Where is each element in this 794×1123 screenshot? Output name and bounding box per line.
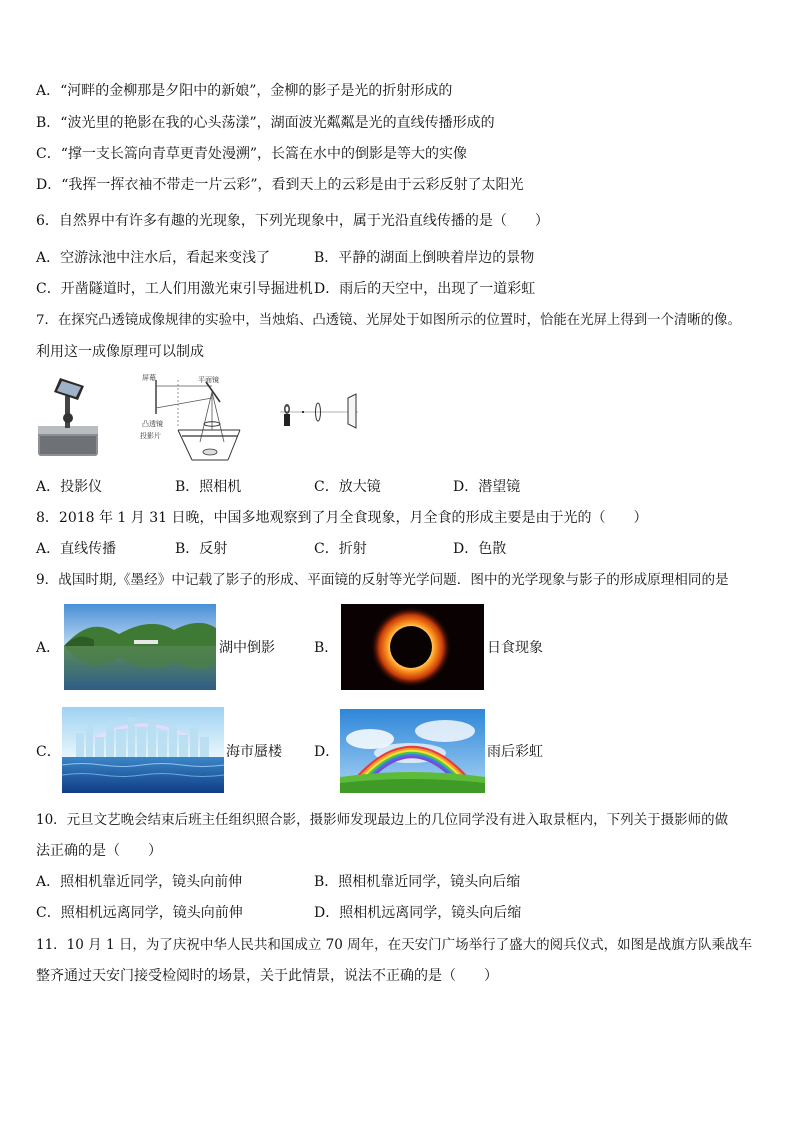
q5-option-a: A．“河畔的金柳那是夕阳中的新娘”，金柳的影子是光的折射形成的 bbox=[36, 83, 453, 99]
q10-option-c: C．照相机远离同学，镜头向前伸 bbox=[36, 905, 243, 921]
q8-option-c: C．折射 bbox=[314, 541, 367, 557]
q7-option-b: B．照相机 bbox=[175, 479, 242, 495]
q9-option-d-letter: D． bbox=[314, 744, 340, 760]
label-slide: 投影片 bbox=[140, 432, 161, 440]
q7-stem-line1: 7．在探究凸透镜成像规律的实验中，当烛焰、凸透镜、光屏处于如图所示的位置时，恰能在光屏上得到一个清晰的像。 bbox=[36, 313, 741, 328]
label-mirror: 平面镜 bbox=[198, 376, 219, 384]
q11-stem-line1: 11．10 月 1 日，为了庆祝中华人民共和国成立 70 周年，在天安门广场举行了盛大的阅兵仪式，如图是战旗方队乘战车 bbox=[36, 937, 753, 953]
q8-option-a: A．直线传播 bbox=[36, 541, 117, 557]
projector-photo bbox=[38, 374, 100, 460]
q7-option-a: A．投影仪 bbox=[36, 479, 103, 495]
q5-option-b: B．“波光里的艳影在我的心头荡漾”，湖面波光粼粼是光的直线传播形成的 bbox=[36, 115, 495, 131]
q8-option-d: D．色散 bbox=[453, 541, 507, 557]
lake-reflection-photo bbox=[64, 604, 216, 690]
label-lens: 凸透镜 bbox=[142, 420, 163, 428]
mirage-photo bbox=[62, 707, 224, 793]
q7-stem-line2: 利用这一成像原理可以制成 bbox=[36, 344, 204, 360]
q9-option-a-letter: A． bbox=[36, 640, 61, 656]
q9-stem: 9．战国时期,《墨经》中记载了影子的形成、平面镜的反射等光学问题．图中的光学现象与影子的形成原理相同的是 bbox=[36, 572, 729, 588]
solar-eclipse-photo bbox=[341, 604, 484, 690]
q5-option-c: C．“撑一支长篙向青草更青处漫溯”，长篙在水中的倒影是等大的实像 bbox=[36, 146, 468, 162]
q6-option-c: C．开凿隧道时，工人们用激光束引导掘进机 bbox=[36, 281, 313, 297]
q10-option-b: B．照相机靠近同学，镜头向后缩 bbox=[314, 874, 521, 890]
q6-option-a: A．空游泳池中注水后，看起来变浅了 bbox=[36, 250, 271, 266]
q10-option-a: A．照相机靠近同学，镜头向前伸 bbox=[36, 874, 243, 890]
q6-option-d: D．雨后的天空中，出现了一道彩虹 bbox=[314, 281, 536, 297]
q6-option-b: B．平静的湖面上倒映着岸边的景物 bbox=[314, 250, 535, 266]
q7-option-c: C．放大镜 bbox=[314, 479, 381, 495]
q9-option-d-caption: 雨后彩虹 bbox=[487, 744, 543, 760]
q10-stem-line2: 法正确的是（ ） bbox=[36, 843, 162, 859]
q10-option-d: D．照相机远离同学，镜头向后缩 bbox=[314, 905, 522, 921]
q9-option-c-letter: C． bbox=[36, 744, 61, 760]
rainbow-photo bbox=[340, 709, 485, 793]
candle-lens-screen-diagram bbox=[280, 392, 360, 432]
q9-option-b-caption: 日食现象 bbox=[487, 640, 543, 656]
q8-stem: 8．2018 年 1 月 31 日晚，中国多地观察到了月全食现象，月全食的形成主要是由于光的（ ） bbox=[36, 510, 648, 526]
q5-option-d: D．“我挥一挥衣袖不带走一片云彩”，看到天上的云彩是由于云彩反射了太阳光 bbox=[36, 177, 524, 193]
q9-option-c-caption: 海市蜃楼 bbox=[226, 744, 282, 760]
q11-stem-line2: 整齐通过天安门接受检阅时的场景，关于此情景，说法不正确的是（ ） bbox=[36, 968, 498, 984]
q6-stem: 6．自然界中有许多有趣的光现象，下列光现象中，属于光沿直线传播的是（ ） bbox=[36, 213, 549, 229]
q9-option-b-letter: B． bbox=[314, 640, 339, 656]
q10-stem-line1: 10．元旦文艺晚会结束后班主任组织照合影，摄影师发现最边上的几位同学没有进入取景框内，下列关于摄影师的做 bbox=[36, 812, 729, 828]
q7-option-d: D．潜望镜 bbox=[453, 479, 521, 495]
label-screen: 屏幕 bbox=[142, 374, 156, 382]
q9-option-a-caption: 湖中倒影 bbox=[219, 640, 275, 656]
projector-schematic bbox=[140, 372, 260, 464]
q8-option-b: B．反射 bbox=[175, 541, 228, 557]
